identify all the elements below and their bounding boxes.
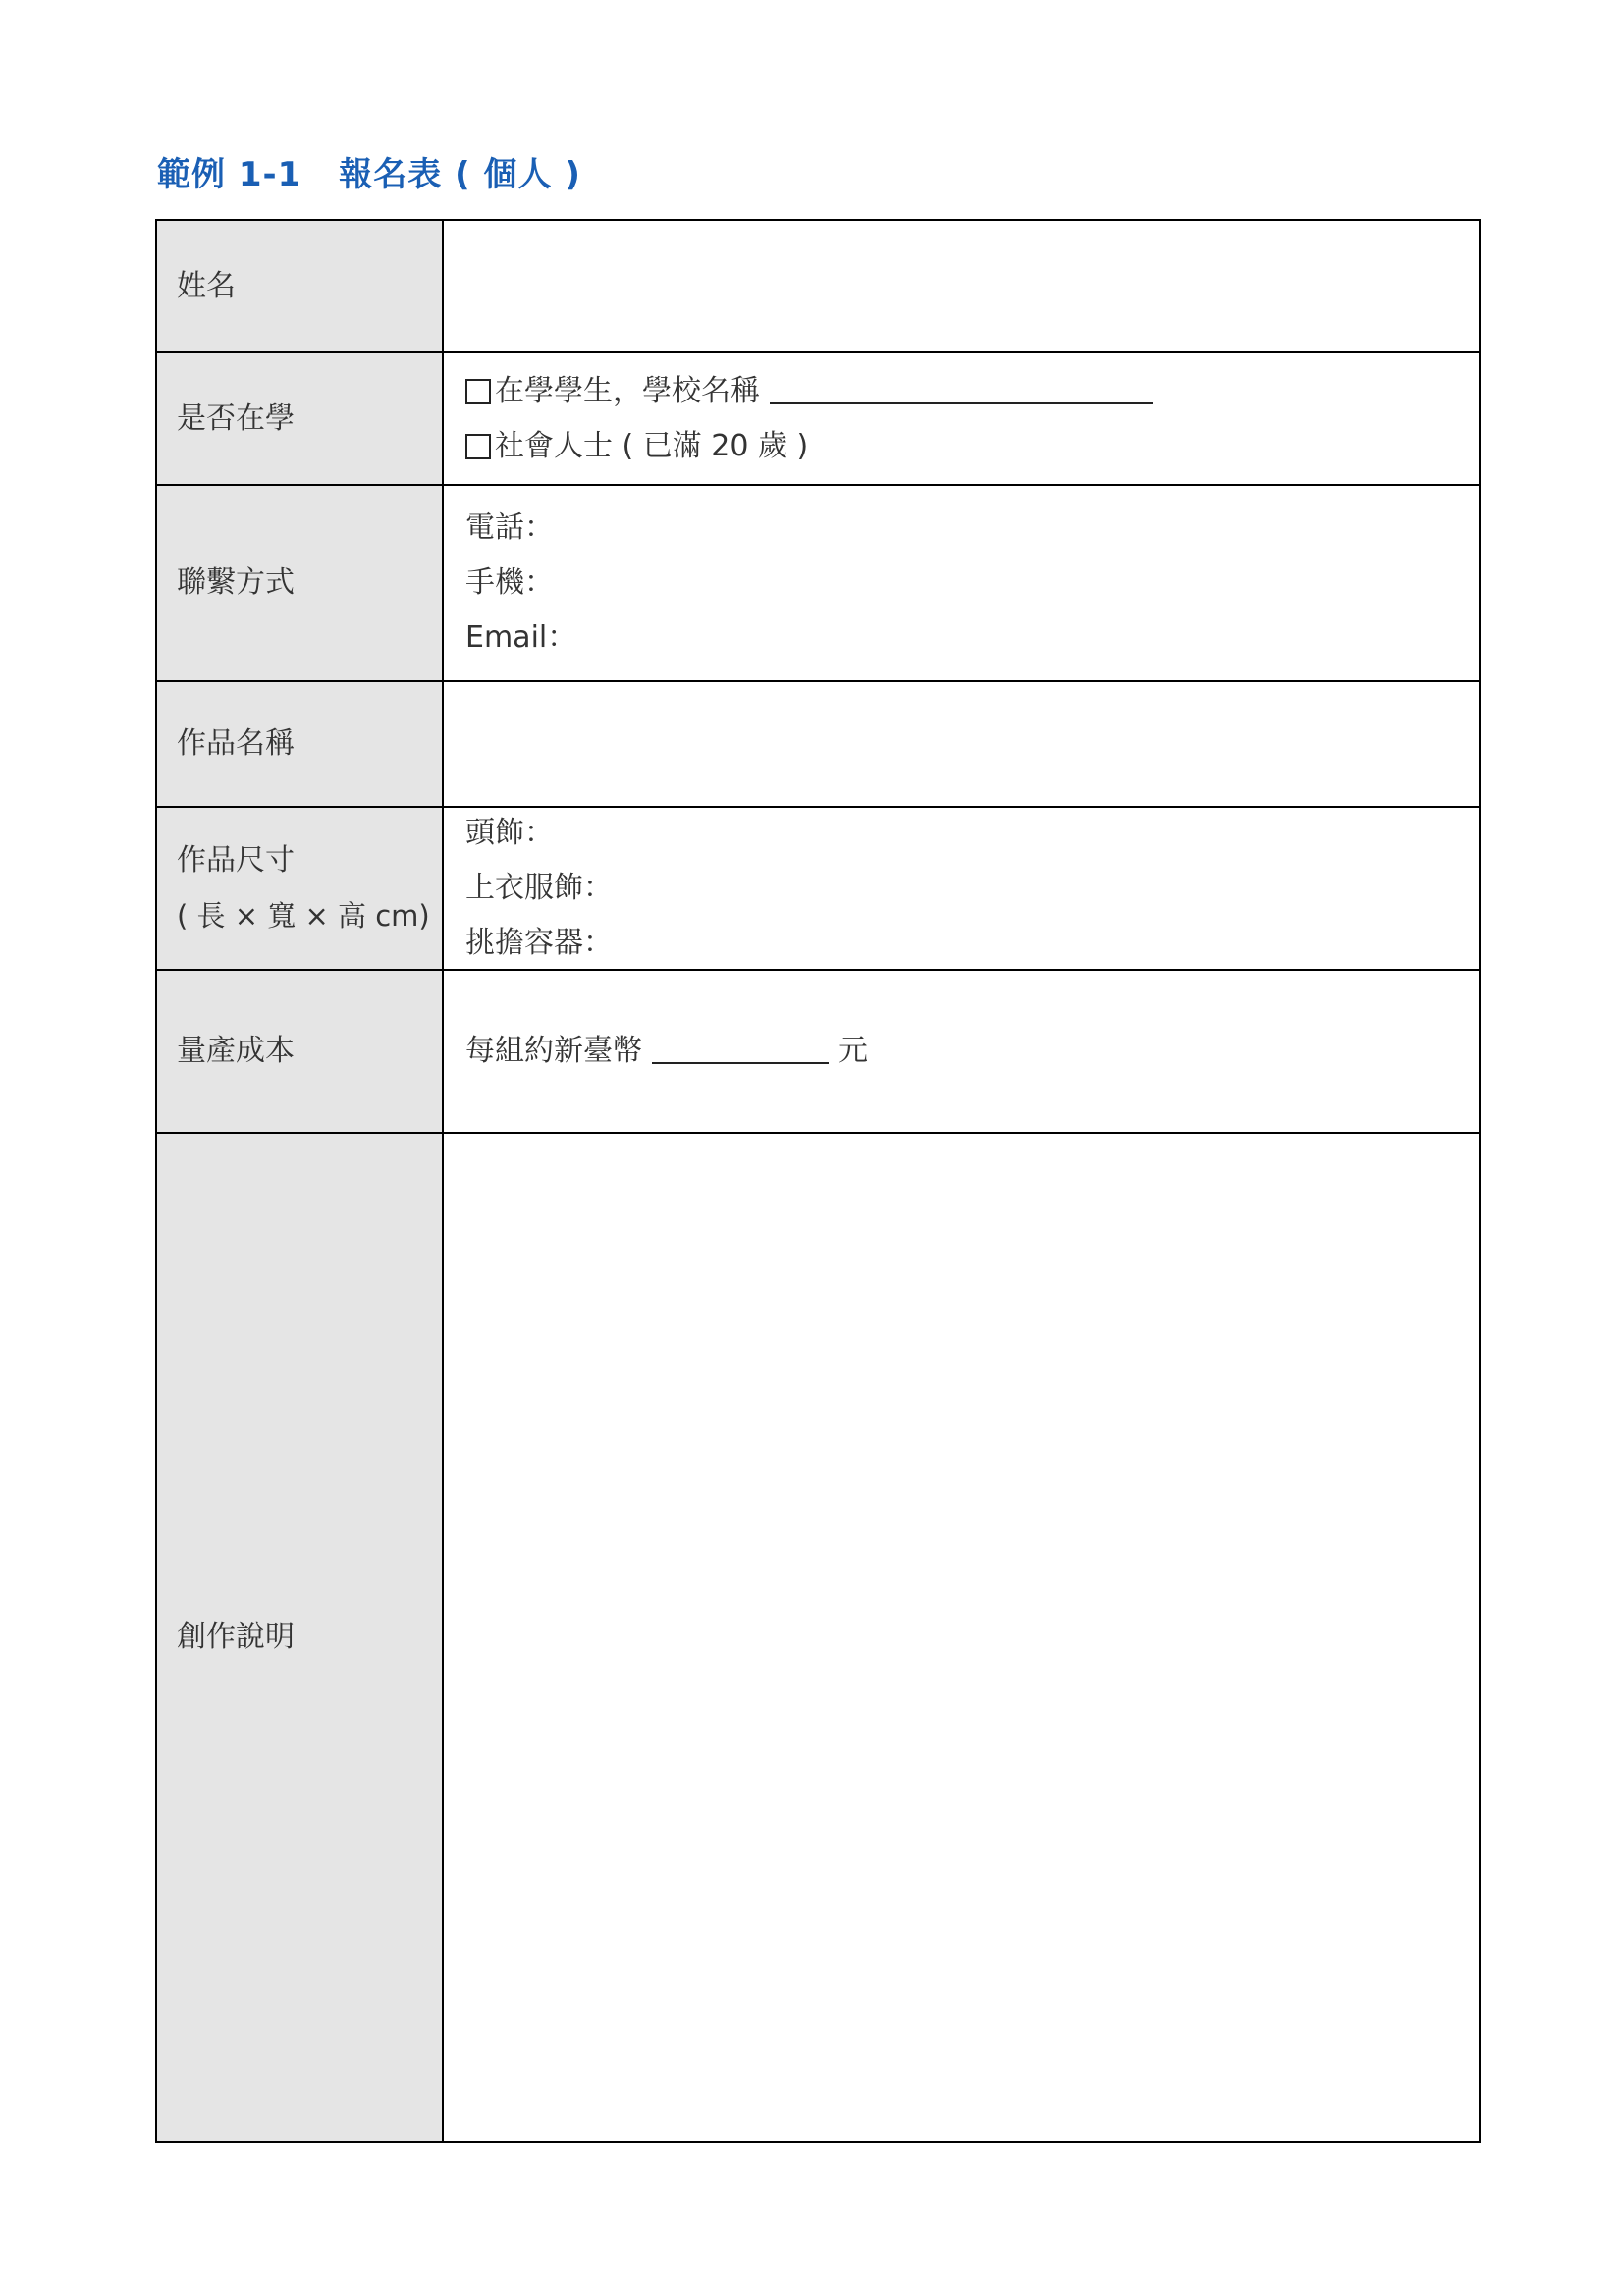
name-field[interactable] bbox=[444, 221, 1479, 351]
phone-field[interactable]: 電話： bbox=[465, 510, 554, 545]
contact-fields bbox=[444, 486, 1479, 680]
work-size-fields bbox=[444, 808, 1479, 969]
form-title: 報名表 ( 個人 ) bbox=[339, 155, 581, 194]
row-work-size bbox=[157, 808, 1479, 971]
label-cost: 量產成本 bbox=[157, 971, 444, 1132]
description-field[interactable] bbox=[444, 1134, 1479, 2141]
row-work-name bbox=[157, 682, 1479, 808]
row-contact bbox=[157, 486, 1479, 682]
cost-line: 每組約新臺幣 元 bbox=[465, 1024, 1479, 1079]
option-adult-label: 社會人士 ( 已滿 20 歲 ) bbox=[495, 428, 809, 463]
label-contact: 聯繫方式 bbox=[157, 486, 444, 680]
carry-container-field[interactable]: 挑擔容器： bbox=[465, 926, 613, 960]
mobile-field[interactable]: 手機： bbox=[465, 565, 554, 600]
adult-checkbox[interactable] bbox=[465, 434, 491, 459]
label-name: 姓名 bbox=[157, 221, 444, 351]
option-student-line bbox=[465, 364, 1479, 419]
row-cost bbox=[157, 971, 1479, 1134]
top-clothing-field[interactable]: 上衣服飾： bbox=[465, 871, 613, 905]
student-status-options bbox=[444, 353, 1479, 484]
label-student-status: 是否在學 bbox=[157, 353, 444, 484]
registration-form bbox=[155, 219, 1481, 2143]
cost-field bbox=[444, 971, 1479, 1132]
student-checkbox[interactable] bbox=[465, 379, 491, 404]
email-field[interactable]: Email： bbox=[465, 620, 577, 655]
row-description bbox=[157, 1134, 1479, 2141]
page-title bbox=[157, 147, 581, 195]
label-description: 創作說明 bbox=[157, 1134, 444, 2141]
headpiece-field[interactable]: 頭飾： bbox=[465, 816, 554, 850]
row-name bbox=[157, 221, 1479, 353]
label-work-size: 作品尺寸 ( 長 × 寬 × 高 cm) bbox=[157, 808, 444, 969]
school-name-blank[interactable] bbox=[770, 367, 1153, 404]
row-student-status bbox=[157, 353, 1479, 486]
cost-amount-blank[interactable] bbox=[652, 1027, 829, 1064]
label-work-size-unit: ( 長 × 寬 × 高 cm) bbox=[177, 899, 430, 933]
option-student-label: 在學學生，學校名稱 bbox=[495, 373, 760, 408]
example-number: 範例 1-1 bbox=[157, 155, 302, 194]
option-adult-line bbox=[465, 419, 1479, 474]
label-work-name: 作品名稱 bbox=[157, 682, 444, 806]
work-name-field[interactable] bbox=[444, 682, 1479, 806]
